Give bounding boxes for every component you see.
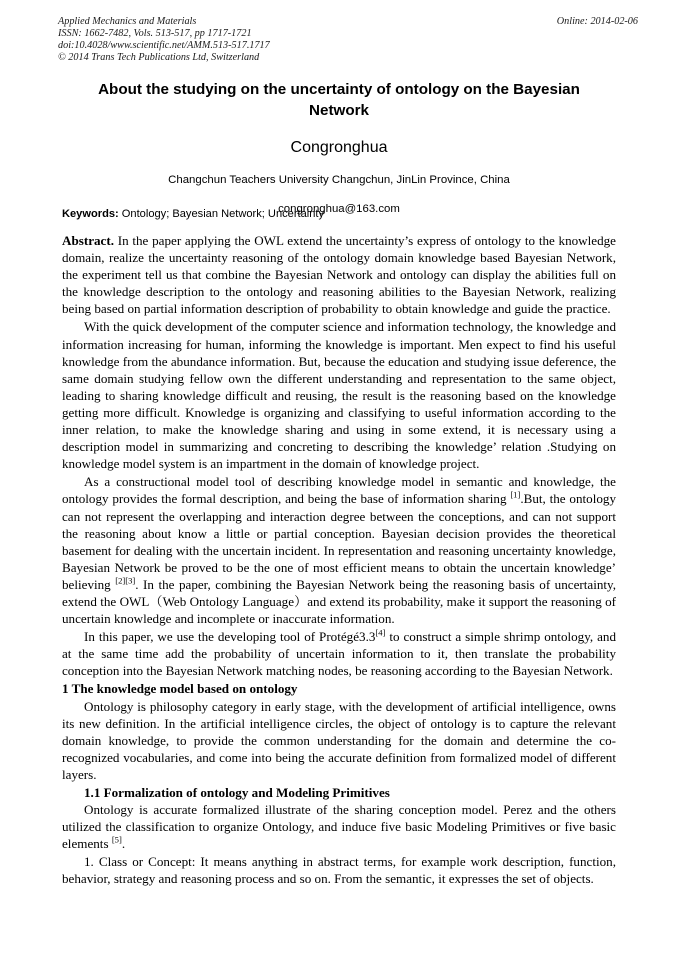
section-heading-1-1: 1.1 Formalization of ontology and Modeling Primitives xyxy=(84,785,390,800)
page-title: About the studying on the uncertainty of ontology on the Bayesian Network xyxy=(98,81,580,119)
citation-4: [4] xyxy=(375,627,386,638)
keywords-value: Ontology; Bayesian Network; Uncertainty xyxy=(118,208,325,220)
journal-copyright: © 2014 Trans Tech Publications Ltd, Switzerland xyxy=(58,52,260,64)
paragraph-intro-3 xyxy=(62,628,616,679)
article-body xyxy=(62,207,616,889)
paragraph-intro-2-part-b: .But, the ontology can not represent the overlapping and interaction degree between the conceptions, and can not support the reasoning about know a little or partial conception. Bayesian decision provides the theoretical basement for dealing with the uncertain incident. In representation and reasoning uncertainty knowledge, Bayesian Network be proved to be the one of most efficient means to obtain the uncertain knowledge’ believing xyxy=(62,491,616,592)
title-block xyxy=(62,80,616,217)
paragraph-section1-1-part-b: . xyxy=(121,836,126,852)
paragraph-section1-1-part-a: Ontology is accurate formalized illustrate of the sharing conception model. Perez and the others utilized the classification to organize Ontology, and induce five basic Modeling Primitives or five basic elements xyxy=(62,802,616,852)
paragraph-intro-3-part-a: In this paper, we use the developing tool of Protégé3.3 xyxy=(84,629,376,645)
author-email: congronghua@163.com xyxy=(278,203,400,215)
abstract-paragraph xyxy=(62,232,616,317)
paragraph-section1-1: Ontology is philosophy category in early stage, with the development of artificial intelligence, owns its new definition. In the artificial intelligence circles, the object of ontology is to capture the relevant domain knowledge, to provide the common understanding for the domain and determine the co-recognized vocabularies, and come into being the accurate definition from formalized model of different layers. xyxy=(62,698,616,782)
citation-1: [1] xyxy=(510,490,521,501)
section-heading-1: 1 The knowledge model based on ontology xyxy=(62,681,298,697)
keywords-line xyxy=(62,207,616,221)
journal-issn: ISSN: 1662-7482, Vols. 513-517, pp 1717-1721 xyxy=(58,28,252,40)
paragraph-intro-2-part-c: . In the paper, combining the Bayesian Network being the reasoning basis of uncertainty, extend the OWL（Web Ontology Language）and extend its probability, make it support the reasoning of uncertain knowledge and incomplete or inaccurate information. xyxy=(62,576,617,627)
paragraph-intro-2-part-a: As a constructional model tool of describing knowledge model in semantic and knowledge, the ontology provides the formal description, and being the base of information sharing xyxy=(62,474,616,507)
citation-2-3: [2][3] xyxy=(115,575,136,586)
paragraph-list-item-1: 1. Class or Concept: It means anything in abstract terms, for example work description, function, behavior, strategy and reasoning process and so on. From the semantic, it expresses the set of objects. xyxy=(62,854,616,887)
journal-header xyxy=(58,16,638,64)
online-date: Online: 2014-02-06 xyxy=(556,16,638,27)
journal-name-row xyxy=(58,16,638,28)
journal-name: Applied Mechanics and Materials xyxy=(58,16,197,27)
journal-doi: doi:10.4028/www.scientific.net/AMM.513-517.1717 xyxy=(58,40,270,52)
paragraph-intro-2 xyxy=(62,473,616,627)
citation-5: [5] xyxy=(111,834,122,845)
keywords-label: Keywords: xyxy=(62,208,119,220)
paragraph-intro-1: With the quick development of the computer science and information technology, the knowledge and information increasing for human, informing the knowledge is important. Men expect to find his useful knowledge from the abundance information. But, because the education and studying issue deference, the same domain studying fellow own the different understanding and representation to the same object, leading to sharing knowledge difficult and reusing, the result is the reasoning based on the knowledge getting more difficult. Knowledge is organizing and classifying to useful information according to the inner relation, to make the knowledge sharing and using in some extend, it is necessary using a description model in summarizing and concreting to describing the knowledge’ relation .Studying on knowledge model system is an impartment in the domain of knowledge project. xyxy=(62,319,616,472)
paragraph-section1-1-a xyxy=(62,801,616,852)
author-name: Congronghua xyxy=(290,139,388,156)
abstract-text: In the paper applying the OWL extend the uncertainty’s express of ontology to the knowledge domain, realize the uncertainty reasoning of the ontology domain knowledge based Bayesian Network, the experiment tell us that combine the Bayesian Network and ontology can display the abilities full on the knowledge description to the ontology and reasoning abilities to the Bayesian Network, realizing being based on partial information description of probability to obtain knowledge and guide the practice. xyxy=(62,233,616,317)
abstract-label: Abstract. xyxy=(62,233,114,248)
paragraph-intro-3-part-b: to construct a simple shrimp ontology, and at the same time add the probability of uncertain information to it, then translate the probability conception into the Bayesian Network matching nodes, be reasoning according to the Bayesian Network. xyxy=(62,629,617,679)
author-affiliation: Changchun Teachers University Changchun, JinLin Province, China xyxy=(168,174,510,186)
